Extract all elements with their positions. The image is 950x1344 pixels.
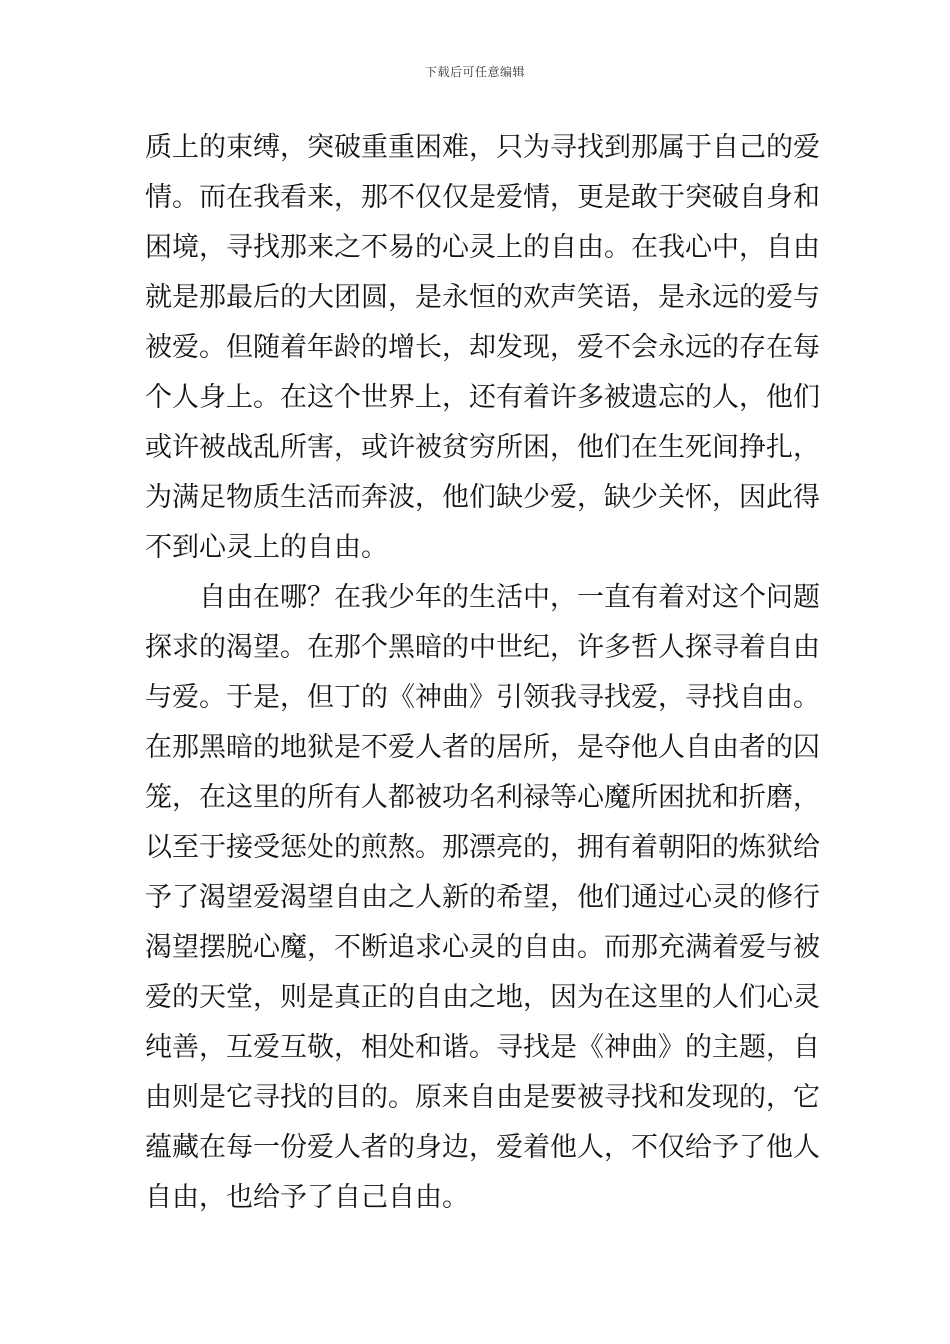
body-line: 自由在哪？在我少年的生活中，一直有着对这个问题 <box>199 582 820 613</box>
body-line: 笼，在这里的所有人都被功名利禄等心魔所困扰和折磨， <box>145 782 820 813</box>
page-header: 下载后可任意编辑 <box>424 65 525 79</box>
body-line: 与爱。于是，但丁的《神曲》引领我寻找爱，寻找自由。 <box>145 682 820 713</box>
body-line: 爱的天堂，则是真正的自由之地，因为在这里的人们心灵 <box>145 982 820 1013</box>
body-line: 由则是它寻找的目的。原来自由是要被寻找和发现的，它 <box>145 1082 820 1113</box>
body-line: 被爱。但随着年龄的增长，却发现，爱不会永远的存在每 <box>145 332 820 363</box>
body-line: 自由，也给予了自己自由。 <box>145 1182 469 1213</box>
body-line: 探求的渴望。在那个黑暗的中世纪，许多哲人探寻着自由 <box>145 632 820 663</box>
body-line: 为满足物质生活而奔波，他们缺少爱，缺少关怀，因此得 <box>145 482 820 513</box>
body-line: 蕴藏在每一份爱人者的身边，爱着他人，不仅给予了他人 <box>145 1132 820 1163</box>
body-line: 在那黑暗的地狱是不爱人者的居所，是夺他人自由者的囚 <box>145 732 820 763</box>
body-line: 质上的束缚，突破重重困难，只为寻找到那属于自己的爱 <box>145 132 820 163</box>
body-line: 困境，寻找那来之不易的心灵上的自由。在我心中，自由 <box>145 232 820 263</box>
body-line: 纯善，互爱互敬，相处和谐。寻找是《神曲》的主题，自 <box>145 1032 820 1063</box>
body-line: 予了渴望爱渴望自由之人新的希望，他们通过心灵的修行 <box>145 882 820 913</box>
body-line: 个人身上。在这个世界上，还有着许多被遗忘的人，他们 <box>145 382 820 413</box>
body-line: 以至于接受惩处的煎熬。那漂亮的，拥有着朝阳的炼狱给 <box>145 832 820 863</box>
body-line: 渴望摆脱心魔，不断追求心灵的自由。而那充满着爱与被 <box>145 932 820 963</box>
body-line: 不到心灵上的自由。 <box>145 532 388 563</box>
body-line: 或许被战乱所害，或许被贫穷所困，他们在生死间挣扎， <box>145 432 820 463</box>
body-line: 情。而在我看来，那不仅仅是爱情，更是敢于突破自身和 <box>145 182 820 213</box>
body-line: 就是那最后的大团圆，是永恒的欢声笑语，是永远的爱与 <box>145 282 820 313</box>
